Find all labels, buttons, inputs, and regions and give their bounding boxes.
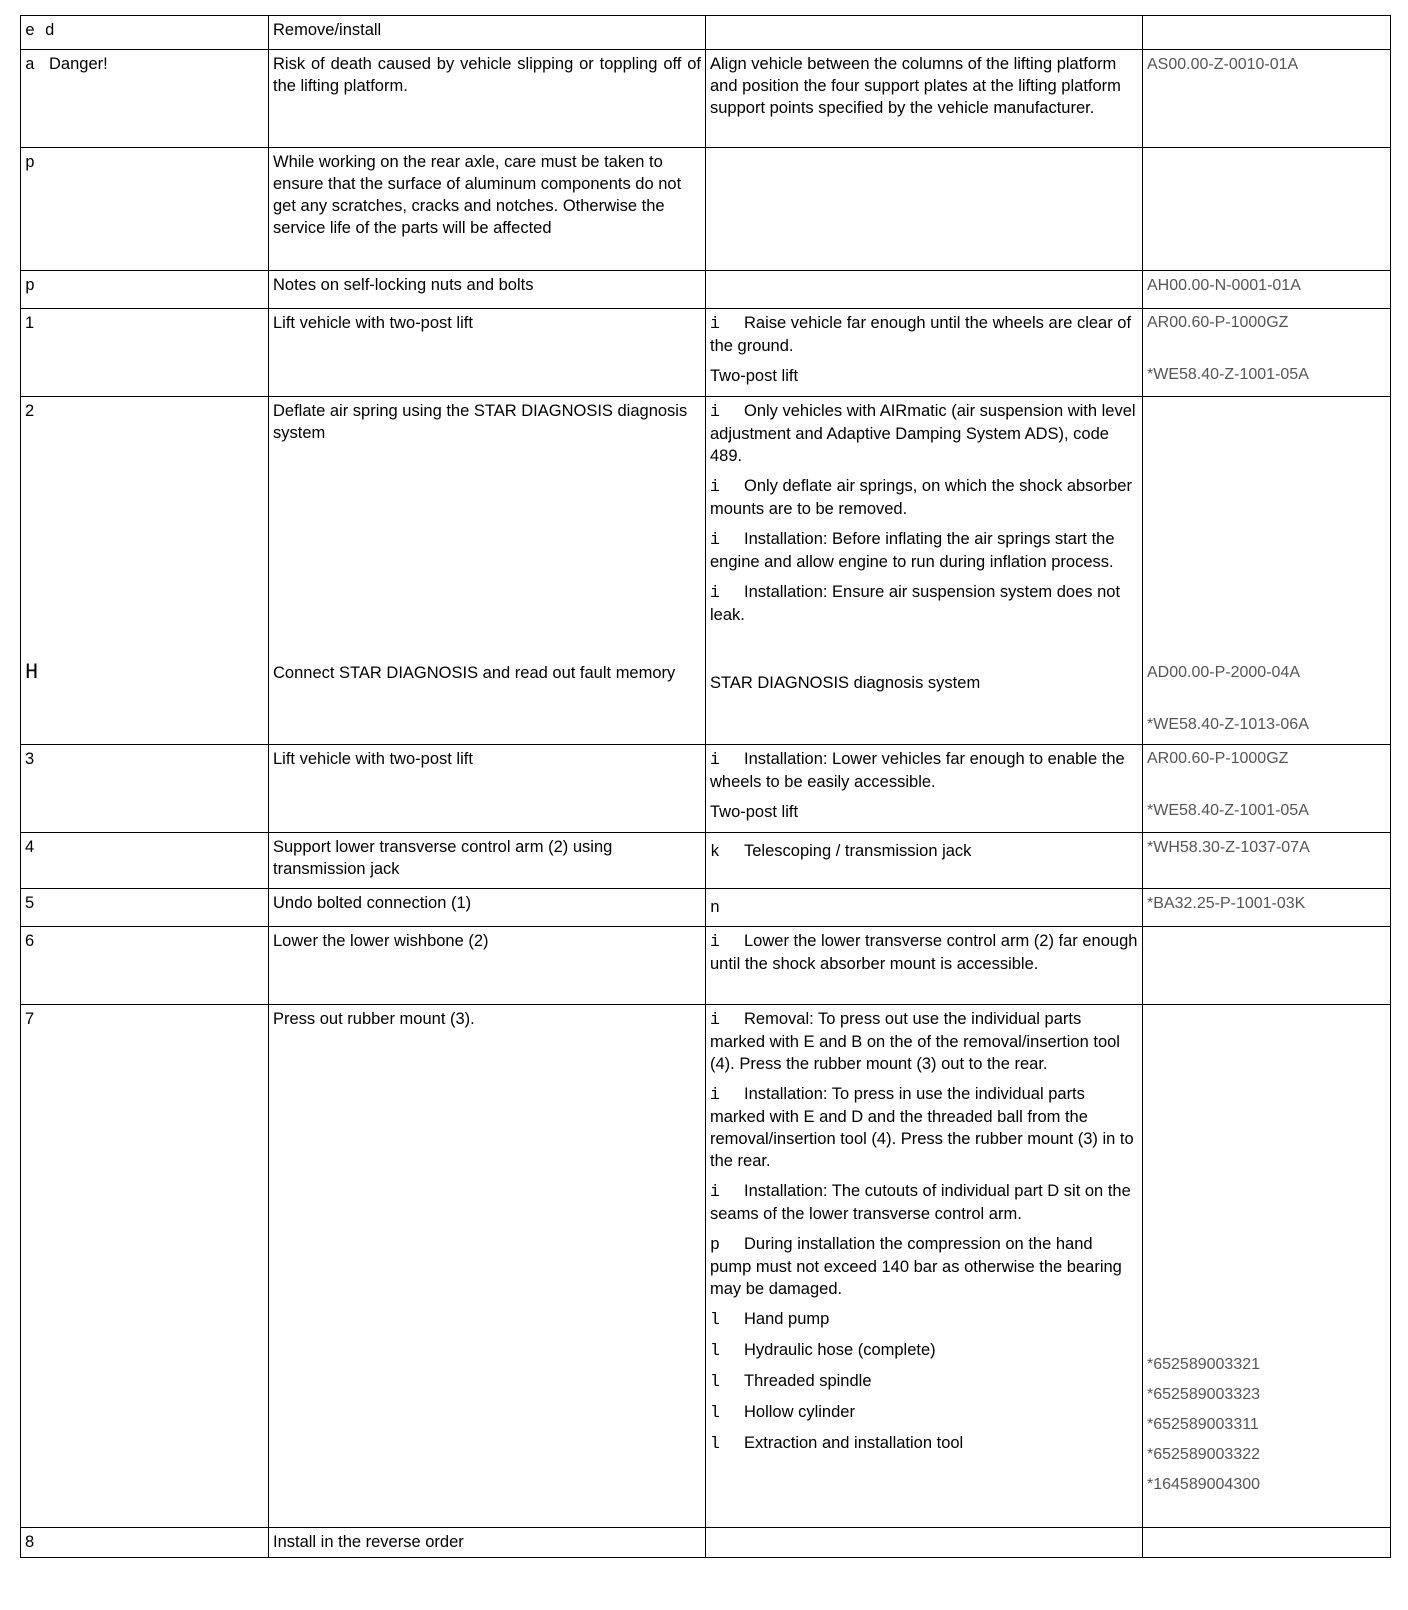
step-note: i Installation: Lower vehicles far enough to enable the wheels to be easily accessible. <box>710 750 1125 791</box>
info-icon: i <box>710 402 720 421</box>
step-number: 1 <box>25 314 35 332</box>
step-number: 4 <box>25 838 35 856</box>
step-note: p During installation the compression on the hand pump must not exceed 140 bar as otherwise the bearing may be damaged. <box>710 1235 1122 1298</box>
step-note: i Installation: Ensure air suspension system does not leak. <box>710 583 1121 624</box>
step-note: i Installation: To press in use the individual parts marked with E and D and the threaded ball from the removal/insertion tool (4). Press the rubber mount (3) in to the rear. <box>710 1085 1134 1170</box>
step-note: i Installation: The cutouts of individual part D sit on the seams of the lower transverse control arm. <box>710 1182 1131 1223</box>
tool-ref: *164589004300 <box>1147 1476 1261 1493</box>
step-row-3 <box>21 745 1391 833</box>
step-row-6: 6 Lower the lower wishbone (2) i Lower the lower transverse control arm (2) far enough until the shock absorber mount is accessible. <box>21 927 1391 1005</box>
tool-ref: *WE58.40-Z-1001-05A <box>1147 802 1309 819</box>
step-row-1 <box>21 309 1391 397</box>
step-note: i Removal: To press out use the individual parts marked with E and B on the of the removal/insertion tool (4). Press the rubber mount (3) out to the rear. <box>710 1010 1120 1073</box>
danger-text: Risk of death caused by vehicle slipping or toppling off of the lifting platform. <box>273 55 701 95</box>
danger-ref: AS00.00-Z-0010-01A <box>1147 56 1299 73</box>
tool-icon: l <box>710 1372 720 1391</box>
note-icon: p <box>25 153 35 172</box>
step-number: 8 <box>25 1533 35 1551</box>
note-icon: p <box>25 276 35 295</box>
step-number: 7 <box>25 1010 35 1028</box>
step-action: Lift vehicle with two-post lift <box>273 314 473 332</box>
info-icon: i <box>710 1085 720 1104</box>
header-row <box>21 16 1391 50</box>
step-number: 6 <box>25 932 35 950</box>
tool-ref: *652589003321 <box>1147 1356 1261 1373</box>
note-nuts-row <box>21 271 1391 309</box>
tool-item: l Hand pump <box>710 1310 830 1329</box>
info-icon: i <box>710 1182 720 1201</box>
tool-item: l Threaded spindle <box>710 1372 872 1391</box>
info-icon: i <box>710 750 720 769</box>
step-note: i Installation: Before inflating the air springs start the engine and allow engine to run during inflation process. <box>710 530 1115 571</box>
tool-icon: l <box>710 1434 720 1453</box>
procedure-title: Remove/install <box>273 21 382 39</box>
tool-icon: l <box>710 1310 720 1329</box>
tool-icon: l <box>710 1341 720 1360</box>
step-ref: AR00.60-P-1000GZ <box>1147 750 1289 767</box>
step-row-2 <box>21 397 1391 745</box>
sub-ref: AD00.00-P-2000-04A <box>1147 664 1300 681</box>
procedure-table <box>20 15 1391 1558</box>
step-number: 2 <box>25 402 35 420</box>
torque-icon: n <box>710 898 720 917</box>
info-icon: i <box>710 583 720 602</box>
tool-note: STAR DIAGNOSIS diagnosis system <box>710 674 981 692</box>
tool-item: l Extraction and installation tool <box>710 1434 964 1453</box>
tool-note: Two-post lift <box>710 803 799 821</box>
tool-item: l Hydraulic hose (complete) <box>710 1341 936 1360</box>
step-number: 3 <box>25 750 35 768</box>
jack-icon: k <box>710 842 720 861</box>
step-ref: AR00.60-P-1000GZ <box>1147 314 1289 331</box>
tool-ref: *652589003323 <box>1147 1386 1261 1403</box>
tool-ref: *WE58.40-Z-1013-06A <box>1147 716 1309 733</box>
danger-icon: a <box>25 55 35 74</box>
note-icon: p <box>710 1235 720 1254</box>
danger-label: Danger! <box>49 55 108 73</box>
note-nuts-ref: AH00.00-N-0001-01A <box>1147 277 1301 294</box>
step-note: i Only deflate air springs, on which the shock absorber mounts are to be removed. <box>710 477 1132 518</box>
step-action: Undo bolted connection (1) <box>273 894 472 912</box>
danger-row <box>21 50 1391 148</box>
tool-ref: *652589003322 <box>1147 1446 1261 1463</box>
tool-icon: l <box>710 1403 720 1422</box>
tool-ref: *WE58.40-Z-1001-05A <box>1147 366 1309 383</box>
step-action: Support lower transverse control arm (2) using transmission jack <box>273 838 613 878</box>
diagnosis-icon: H <box>25 660 39 685</box>
info-icon: i <box>710 477 720 496</box>
header-symbols: e d <box>25 21 55 40</box>
step-row-4: 4 Support lower transverse control arm (2) using transmission jack k Telescoping / transmission jack *WH58.30-Z-1037-07A <box>21 833 1391 889</box>
step-action: Press out rubber mount (3). <box>273 1010 475 1028</box>
step-row-7 <box>21 1005 1391 1528</box>
step-row-5 <box>21 889 1391 927</box>
note-aluminum-row <box>21 148 1391 271</box>
note-nuts-text: Notes on self-locking nuts and bolts <box>273 276 534 294</box>
step-action: Install in the reverse order <box>273 1533 464 1551</box>
procedure-document <box>20 15 1390 1558</box>
info-icon: i <box>710 1010 720 1029</box>
tool-ref: *652589003311 <box>1147 1416 1259 1433</box>
sub-action: Connect STAR DIAGNOSIS and read out fault memory <box>273 664 676 682</box>
step-number: 5 <box>25 894 35 912</box>
step-row-8 <box>21 1528 1391 1558</box>
step-note: i Only vehicles with AIRmatic (air suspension with level adjustment and Adaptive Damping System ADS), code 489. <box>710 402 1136 465</box>
info-icon: i <box>710 932 720 951</box>
tool-ref: *WH58.30-Z-1037-07A <box>1147 839 1310 856</box>
step-action: Deflate air spring using the STAR DIAGNOSIS diagnosis system <box>273 402 688 442</box>
step-note: i Raise vehicle far enough until the wheels are clear of the ground. <box>710 314 1132 355</box>
step-action: Lift vehicle with two-post lift <box>273 750 473 768</box>
step-ref: *BA32.25-P-1001-03K <box>1147 895 1306 912</box>
info-icon: i <box>710 314 720 333</box>
danger-instruction: Align vehicle between the columns of the lifting platform and position the four support plates at the lifting platform support points specified by the vehicle manufacturer. <box>710 55 1121 117</box>
note-aluminum-text: While working on the rear axle, care must be taken to ensure that the surface of aluminum components do not get any scratches, cracks and notches. Otherwise the service life of the parts will be affected <box>273 153 682 237</box>
step-action: Lower the lower wishbone (2) <box>273 932 489 950</box>
info-icon: i <box>710 530 720 549</box>
tool-item: l Hollow cylinder <box>710 1403 855 1422</box>
tool-note: Two-post lift <box>710 367 799 385</box>
